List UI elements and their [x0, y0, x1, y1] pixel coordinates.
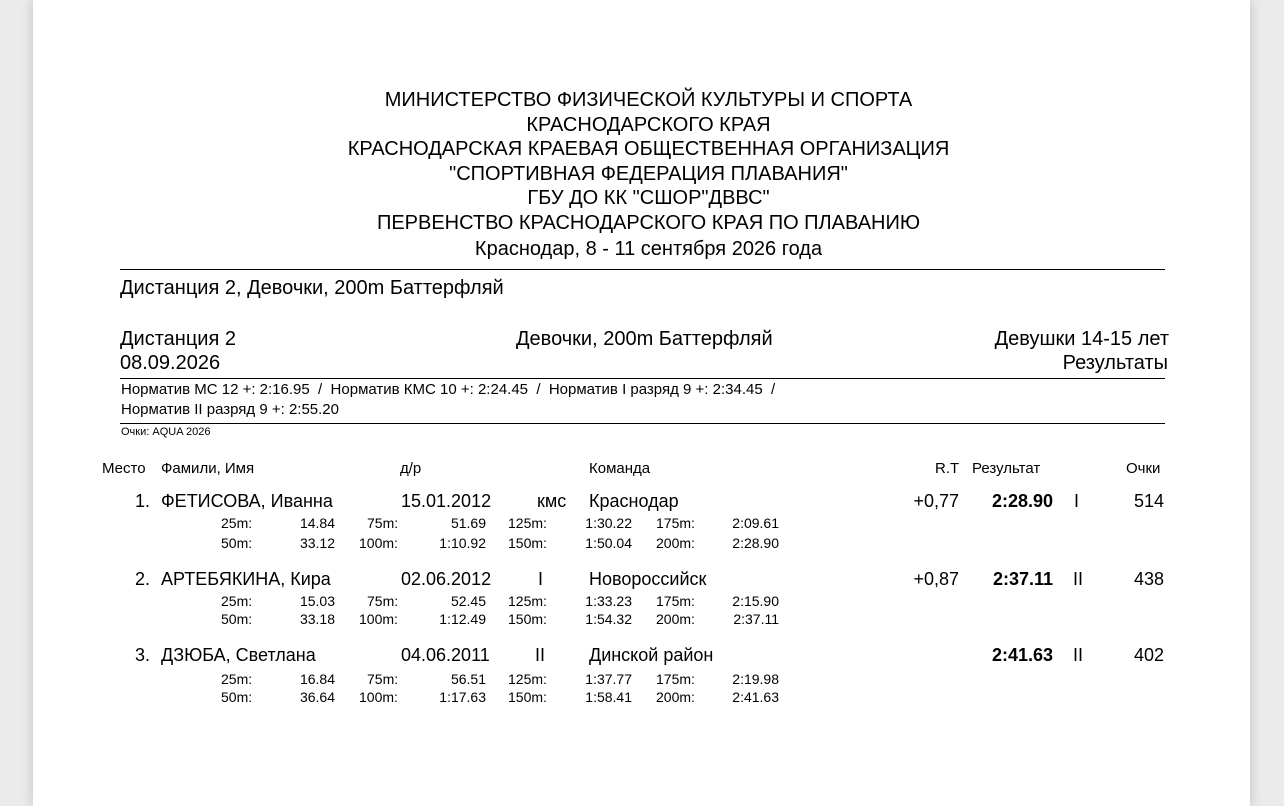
split-label: 100m: — [359, 611, 398, 627]
split-label: 200m: — [656, 611, 695, 627]
split-time: 16.84 — [299, 671, 335, 687]
event-name: Девочки, 200m Баттерфляй — [516, 328, 773, 350]
split-time: 1:12.49 — [439, 611, 486, 627]
col-team: Команда — [589, 460, 651, 477]
split-label: 50m: — [221, 535, 253, 551]
split-label: 75m: — [367, 515, 399, 531]
split-time: 1:37.77 — [585, 671, 632, 687]
result-team: Новороссийск — [589, 569, 707, 589]
result-rt: +0,87 — [913, 569, 959, 589]
header-line-1: МИНИСТЕРСТВО ФИЗИЧЕСКОЙ КУЛЬТУРЫ И СПОРТА — [384, 89, 913, 111]
result-achieved-rank: I — [1074, 491, 1080, 511]
split-time: 1:54.32 — [585, 611, 632, 627]
result-time: 2:28.90 — [991, 491, 1053, 511]
result-place: 3. — [134, 645, 150, 665]
result-points: 402 — [1133, 645, 1164, 665]
col-result: Результат — [972, 460, 1041, 477]
col-dob: д/р — [400, 460, 422, 477]
result-rank: I — [538, 569, 544, 589]
result-time: 2:41.63 — [991, 645, 1053, 665]
split-time: 2:41.63 — [732, 689, 779, 705]
result-place: 2. — [134, 569, 150, 589]
split-time: 1:10.92 — [439, 535, 486, 551]
split-time: 1:33.23 — [585, 593, 632, 609]
split-label: 100m: — [359, 689, 398, 705]
split-label: 175m: — [656, 515, 695, 531]
split-label: 175m: — [656, 593, 695, 609]
split-label: 25m: — [221, 593, 253, 609]
event-age-group: Девушки 14-15 лет — [994, 328, 1169, 350]
result-name: ФЕТИСОВА, Иванна — [161, 491, 333, 511]
split-time: 33.12 — [299, 535, 335, 551]
split-label: 200m: — [656, 535, 695, 551]
split-label: 150m: — [508, 611, 547, 627]
split-label: 75m: — [367, 671, 399, 687]
col-points: Очки — [1126, 460, 1161, 477]
result-name: ДЗЮБА, Светлана — [161, 645, 316, 665]
split-label: 75m: — [367, 593, 399, 609]
result-dob: 04.06.2011 — [401, 645, 490, 665]
col-place: Место — [102, 460, 146, 477]
split-label: 25m: — [221, 671, 253, 687]
split-time: 1:30.22 — [585, 515, 632, 531]
header-line-4: "СПОРТИВНАЯ ФЕДЕРАЦИЯ ПЛАВАНИЯ" — [449, 163, 848, 185]
split-time: 1:58.41 — [585, 689, 632, 705]
split-time: 2:15.90 — [732, 593, 779, 609]
split-label: 125m: — [508, 671, 547, 687]
result-name: АРТЕБЯКИНА, Кира — [161, 569, 331, 589]
result-dob: 15.01.2012 — [401, 491, 492, 511]
split-time: 36.64 — [299, 689, 335, 705]
event-date: 08.09.2026 — [120, 352, 221, 374]
split-label: 25m: — [221, 515, 253, 531]
result-achieved-rank: II — [1073, 645, 1084, 665]
header-divider — [120, 269, 1165, 270]
split-time: 56.51 — [450, 671, 486, 687]
split-label: 150m: — [508, 535, 547, 551]
split-time: 2:09.61 — [732, 515, 779, 531]
split-time: 15.03 — [299, 593, 335, 609]
event-distance: Дистанция 2 — [120, 328, 236, 350]
split-time: 33.18 — [299, 611, 335, 627]
result-rank: кмс — [537, 491, 567, 511]
split-time: 2:28.90 — [732, 535, 779, 551]
split-time: 51.69 — [450, 515, 486, 531]
col-name: Фамили, Имя — [161, 460, 255, 477]
result-points: 438 — [1133, 569, 1164, 589]
split-label: 175m: — [656, 671, 695, 687]
event-title: Дистанция 2, Девочки, 200m Баттерфляй — [120, 277, 504, 299]
col-rt: R.T — [935, 460, 960, 477]
event-divider-bottom — [120, 423, 1165, 424]
split-label: 150m: — [508, 689, 547, 705]
event-divider-top — [120, 378, 1165, 379]
split-label: 50m: — [221, 689, 253, 705]
result-points: 514 — [1133, 491, 1164, 511]
split-time: 2:19.98 — [732, 671, 779, 687]
split-time: 1:50.04 — [585, 535, 632, 551]
result-rt: +0,77 — [913, 491, 959, 511]
points-note: Очки: AQUA 2026 — [121, 426, 211, 438]
result-team: Динской район — [589, 645, 714, 665]
split-time: 14.84 — [299, 515, 335, 531]
split-time: 2:37.11 — [733, 611, 779, 627]
split-label: 100m: — [359, 535, 398, 551]
header-line-2: КРАСНОДАРСКОГО КРАЯ — [526, 114, 771, 136]
header-line-7: Краснодар, 8 - 11 сентября 2026 года — [474, 238, 823, 260]
split-label: 50m: — [221, 611, 253, 627]
header-line-3: КРАСНОДАРСКАЯ КРАЕВАЯ ОБЩЕСТВЕННАЯ ОРГАНИЗАЦИЯ — [347, 138, 950, 160]
standards-line-1: Норматив МС 12 +: 2:16.95 / Норматив КМС 10 +: 2:24.45 / Норматив I разряд 9 +: 2:34.45 / — [121, 381, 776, 398]
split-label: 200m: — [656, 689, 695, 705]
result-team: Краснодар — [589, 491, 679, 511]
result-dob: 02.06.2012 — [401, 569, 492, 589]
result-rank: II — [535, 645, 546, 665]
result-achieved-rank: II — [1073, 569, 1084, 589]
header-line-5: ГБУ ДО КК "СШОР"ДВВС" — [527, 187, 770, 209]
result-time: 2:37.11 — [992, 569, 1053, 589]
split-time: 52.45 — [450, 593, 486, 609]
event-doc-type: Результаты — [1062, 352, 1168, 374]
split-label: 125m: — [508, 593, 547, 609]
split-label: 125m: — [508, 515, 547, 531]
standards-line-2: Норматив II разряд 9 +: 2:55.20 — [121, 401, 339, 418]
result-place: 1. — [134, 491, 150, 511]
header-line-6: ПЕРВЕНСТВО КРАСНОДАРСКОГО КРАЯ ПО ПЛАВАНИЮ — [376, 212, 921, 234]
split-time: 1:17.63 — [439, 689, 486, 705]
